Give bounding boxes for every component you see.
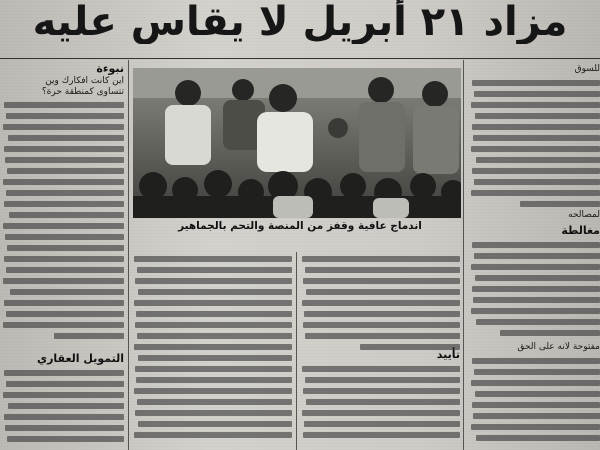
right-column <box>467 60 600 450</box>
middle-left-column <box>132 252 292 450</box>
header-rule <box>0 58 600 59</box>
left-text-fragment: تتساوى كمنطقة حرة؟ <box>41 87 124 97</box>
right-subhead-1: مغالطة <box>561 224 600 237</box>
right-text-fragment: للسوق <box>574 64 600 74</box>
left-subhead-2: التمويل العقاري <box>36 352 124 365</box>
right-body-lines-3 <box>467 358 600 441</box>
right-body-lines-2 <box>467 242 600 336</box>
middle-right-column <box>300 252 460 450</box>
right-text-fragment: لمصالحه <box>568 210 600 220</box>
right-text-fragment: مفتوحة لأنه على الحق <box>517 342 600 352</box>
middle-subhead-1: تأييد <box>436 348 460 361</box>
left-body-lines <box>0 102 124 339</box>
column-rule-right <box>463 60 464 450</box>
left-text-fragment: أين كانت أفكارك وين <box>45 76 124 86</box>
middle-right-body-lines <box>300 256 460 350</box>
column-rule-middle <box>296 252 297 450</box>
left-body-lines-2 <box>0 370 124 442</box>
photo-caption: اندماج عافية وقفز من المنصة والتحم بالجماهير <box>178 220 422 232</box>
left-subhead-1: نبوءة <box>96 62 124 75</box>
right-body-lines <box>467 80 600 207</box>
left-column <box>0 60 124 450</box>
middle-right-body-lines-2 <box>300 366 460 438</box>
headline-text: مزاد ٢١ أبريل لا يقاس عليه <box>32 0 568 44</box>
news-photo <box>133 68 461 218</box>
headline <box>0 0 600 44</box>
column-rule-left <box>128 60 129 450</box>
middle-left-body-lines <box>132 256 292 438</box>
